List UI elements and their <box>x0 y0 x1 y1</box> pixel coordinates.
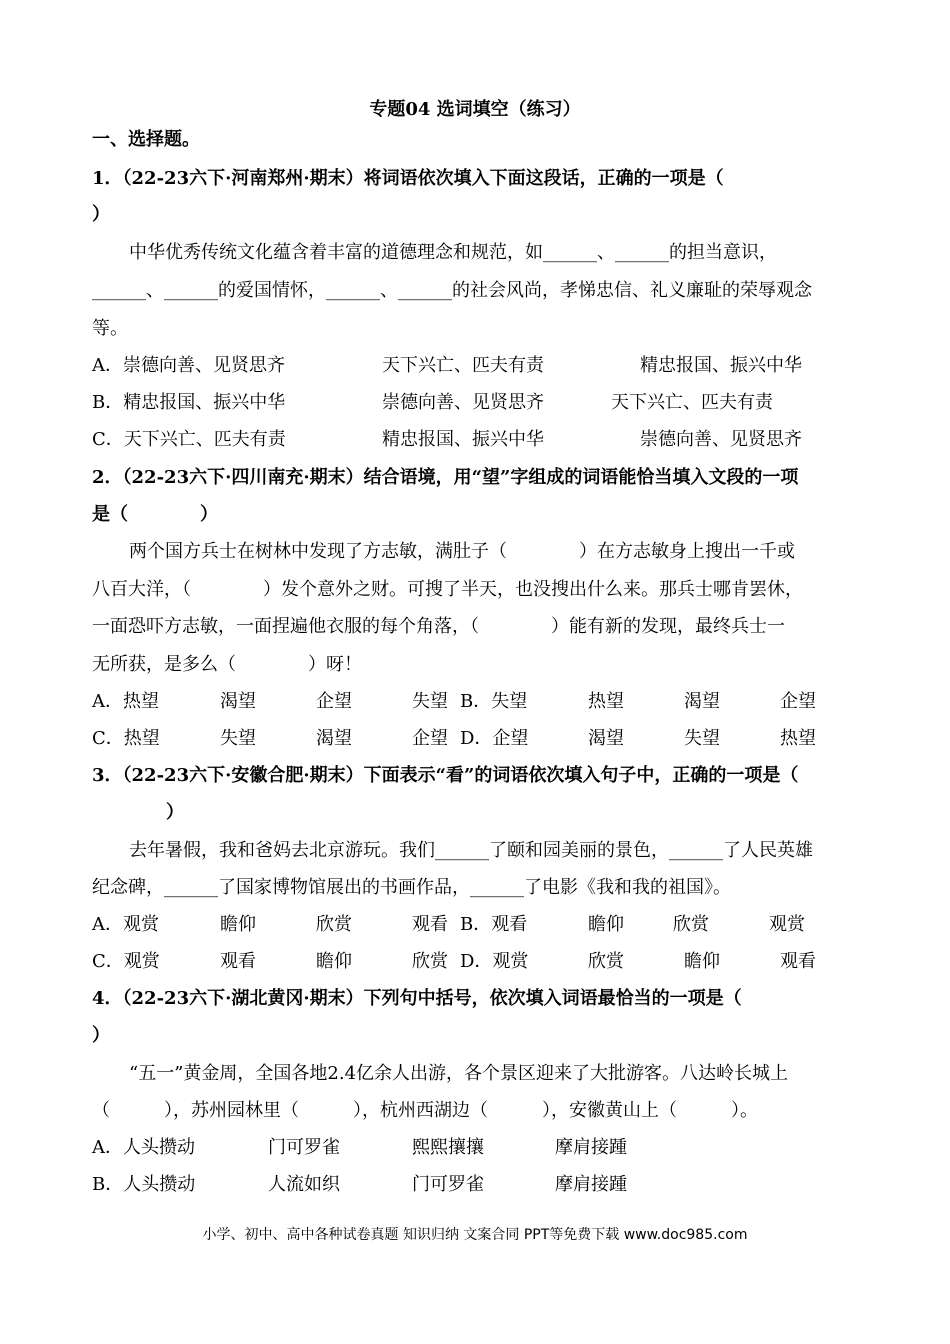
q4-stem-end: ） <box>92 1025 110 1046</box>
q3-passage-line1: 去年暑假，我和爸妈去北京游玩。我们______了颐和园美丽的景色，______了人民英雄 <box>129 840 813 861</box>
q2-passage-line3: 一面恐吓方志敏，一面捏遍他衣服的每个角落，（ ）能有新的发现，最终兵士一 <box>92 616 785 637</box>
q3-option-a-word4: 观看 <box>412 914 448 935</box>
q2-option-b-word4: 企望 <box>780 691 816 712</box>
q4-option-b: B．人头攒动 <box>92 1174 196 1195</box>
q3-option-b-word2: 瞻仰 <box>588 914 624 935</box>
q1-option-c-part3: 崇德向善、见贤思齐 <box>640 429 802 450</box>
q3-option-b: B．观看 <box>460 914 528 935</box>
q2-option-d-word4: 热望 <box>780 728 816 749</box>
q3-option-c-word3: 瞻仰 <box>316 951 352 972</box>
q4-option-a-word4: 摩肩接踵 <box>555 1137 627 1158</box>
q2-stem-end: 是（ ） <box>92 504 218 525</box>
q2-option-a-word4: 失望 <box>412 691 448 712</box>
q3-option-a: A．观赏 <box>92 914 159 935</box>
q4-option-b-word4: 摩肩接踵 <box>555 1174 627 1195</box>
q2-option-d-word3: 失望 <box>684 728 720 749</box>
q3-option-c: C．观赏 <box>92 951 160 972</box>
q3-stem: 3．（22-23六下·安徽合肥·期末）下面表示“看”的词语依次填入句子中，正确的一项是（ <box>92 765 799 786</box>
q1-passage-line3: 等。 <box>92 318 128 339</box>
q3-option-a-word3: 欣赏 <box>316 914 352 935</box>
q1-option-c-part2: 精忠报国、振兴中华 <box>382 429 544 450</box>
q1-option-b: B．精忠报国、振兴中华 <box>92 392 286 413</box>
section-heading: 一、选择题。 <box>92 129 200 150</box>
q2-option-c-word4: 企望 <box>412 728 448 749</box>
q4-option-a-word2: 门可罗雀 <box>268 1137 340 1158</box>
q2-passage-line4: 无所获，是多么（ ）呀！ <box>92 654 362 675</box>
q4-option-b-word2: 人流如织 <box>268 1174 340 1195</box>
q4-option-b-word3: 门可罗雀 <box>412 1174 484 1195</box>
q2-option-c-word2: 失望 <box>220 728 256 749</box>
q3-option-d-word4: 观看 <box>780 951 816 972</box>
q2-option-a: A．热望 <box>92 691 159 712</box>
page-title: 专题04 选词填空（练习） <box>369 99 581 120</box>
q3-option-d: D．观赏 <box>460 951 529 972</box>
q1-stem: 1．（22-23六下·河南郑州·期末）将词语依次填入下面这段话，正确的一项是（ <box>92 168 724 189</box>
q2-option-c-word3: 渴望 <box>316 728 352 749</box>
q1-stem-end: ） <box>92 204 110 225</box>
q2-option-d-word2: 渴望 <box>588 728 624 749</box>
q3-option-b-word3: 欣赏 <box>673 914 709 935</box>
q2-stem: 2．（22-23六下·四川南充·期末）结合语境，用“望”字组成的词语能恰当填入文段的一项 <box>92 467 799 488</box>
q3-option-a-word2: 瞻仰 <box>220 914 256 935</box>
q3-option-c-word4: 欣赏 <box>412 951 448 972</box>
q2-option-b: B．失望 <box>460 691 528 712</box>
q2-option-d: D．企望 <box>460 728 529 749</box>
q3-option-d-word2: 欣赏 <box>588 951 624 972</box>
q4-option-a: A．人头攒动 <box>92 1137 195 1158</box>
q2-option-a-word3: 企望 <box>316 691 352 712</box>
q2-passage-line1: 两个国方兵士在树林中发现了方志敏，满肚子（ ）在方志敏身上搜出一千或 <box>129 541 795 562</box>
q1-option-a-part3: 精忠报国、振兴中华 <box>640 355 802 376</box>
q3-option-d-word3: 瞻仰 <box>684 951 720 972</box>
q1-option-b-part2: 崇德向善、见贤思齐 <box>382 392 544 413</box>
q4-passage-line2: （ ），苏州园林里（ ），杭州西湖边（ ），安徽黄山上（ ）。 <box>92 1100 758 1121</box>
q3-option-c-word2: 观看 <box>220 951 256 972</box>
q4-passage-line1: “五一”黄金周，全国各地2.4亿余人出游，各个景区迎来了大批游客。八达岭长城上 <box>129 1063 789 1084</box>
q2-option-a-word2: 渴望 <box>220 691 256 712</box>
q4-option-a-word3: 熙熙攘攘 <box>412 1137 484 1158</box>
q1-option-b-part3: 天下兴亡、匹夫有责 <box>611 392 773 413</box>
q2-option-b-word3: 渴望 <box>684 691 720 712</box>
q3-option-b-word4: 观赏 <box>769 914 805 935</box>
q2-passage-line2: 八百大洋，（ ）发个意外之财。可搜了半天，也没搜出什么来。那兵士哪肯罢休， <box>92 579 803 600</box>
q1-option-a-part2: 天下兴亡、匹夫有责 <box>382 355 544 376</box>
q1-passage-line1: 中华优秀传统文化蕴含着丰富的道德理念和规范，如______、______的担当意识， <box>129 242 777 263</box>
footer-banner: 小学、初中、高中各种试卷真题 知识归纳 文案合同 PPT等免费下载 www.doc985.com <box>202 1227 748 1243</box>
q2-option-b-word2: 热望 <box>588 691 624 712</box>
q4-stem: 4．（22-23六下·湖北黄冈·期末）下列句中括号，依次填入词语最恰当的一项是（ <box>92 988 742 1009</box>
q1-option-c: C．天下兴亡、匹夫有责 <box>92 429 286 450</box>
q3-passage-line2: 纪念碑，______了国家博物馆展出的书画作品，______了电影《我和我的祖国》。 <box>92 877 731 898</box>
q3-stem-end: ） <box>166 802 184 823</box>
q2-option-c: C．热望 <box>92 728 160 749</box>
q1-option-a: A．崇德向善、见贤思齐 <box>92 355 285 376</box>
q1-passage-line2: ______、______的爱国情怀，______、______的社会风尚，孝悌忠信、礼义廉耻的荣辱观念 <box>92 280 812 301</box>
